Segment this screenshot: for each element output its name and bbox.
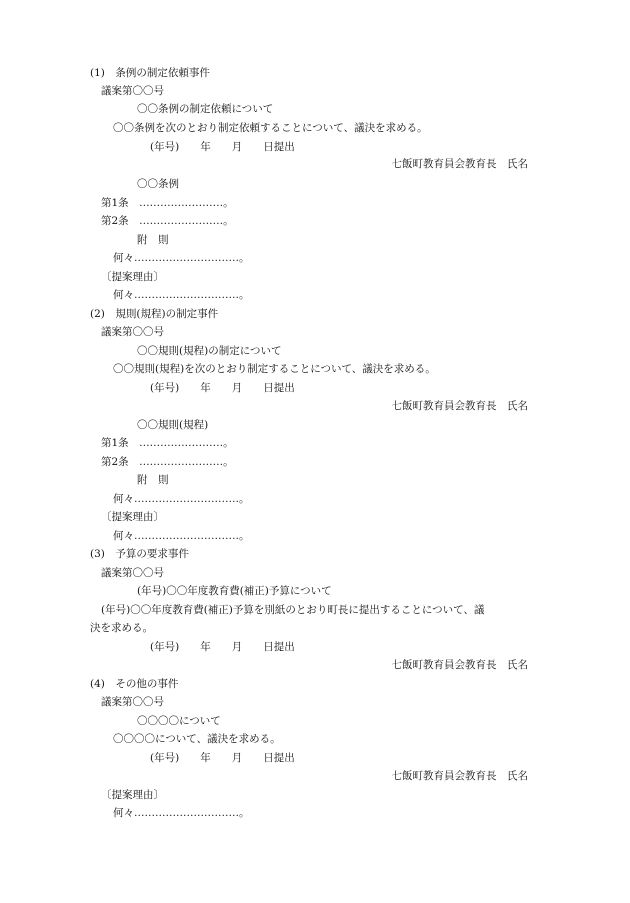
bill-number: 議案第〇〇号 [101,85,164,97]
bill-subject: 〇〇規則(規程)の制定について [137,345,282,357]
draft-title: 〇〇規則(規程) [137,419,209,431]
bill-body: 〇〇〇〇について、議決を求める。 [113,733,281,745]
section-heading: (3) 予算の要求事件 [90,548,189,560]
bill-number: 議案第〇〇号 [101,696,164,708]
supplementary-heading: 附 則 [137,234,169,246]
section-heading: (4) その他の事件 [90,678,179,690]
submission-date: (年号) 年 月 日提出 [150,641,295,653]
bill-body-line-2: 決を求める。 [90,622,153,634]
signatory: 七飯町教育員会教育長 氏名 [391,659,528,671]
submission-date: (年号) 年 月 日提出 [150,752,295,764]
supplementary-text: 何々…………………………。 [113,493,250,505]
signatory: 七飯町教育員会教育長 氏名 [391,158,528,170]
reason-label: 〔提案理由〕 [101,511,164,523]
bill-number: 議案第〇〇号 [101,567,164,579]
bill-number: 議案第〇〇号 [101,326,164,338]
article-1: 第1条 ……………………。 [101,437,234,449]
signatory: 七飯町教育員会教育長 氏名 [391,400,528,412]
submission-date: (年号) 年 月 日提出 [150,141,295,153]
reason-text: 何々…………………………。 [113,289,250,301]
submission-date: (年号) 年 月 日提出 [150,382,295,394]
bill-subject: 〇〇〇〇について [137,715,221,727]
bill-body: 〇〇規則(規程)を次のとおり制定することについて、議決を求める。 [113,363,436,375]
bill-body: 〇〇条例を次のとおり制定依頼することについて、議決を求める。 [113,122,428,134]
supplementary-heading: 附 則 [137,474,169,486]
section-heading: (2) 規則(規程)の制定事件 [90,308,219,320]
draft-title: 〇〇条例 [137,178,179,190]
supplementary-text: 何々…………………………。 [113,252,250,264]
section-heading: (1) 条例の制定依頼事件 [90,67,210,79]
reason-label: 〔提案理由〕 [101,271,164,283]
reason-text: 何々…………………………。 [113,530,250,542]
article-2: 第2条 ……………………。 [101,215,234,227]
article-2: 第2条 ……………………。 [101,456,234,468]
bill-body-line-1: (年号)〇〇年度教育費(補正)予算を別紙のとおり町長に提出することについて、議 [101,604,485,616]
signatory: 七飯町教育員会教育長 氏名 [391,770,528,782]
article-1: 第1条 ……………………。 [101,197,234,209]
reason-label: 〔提案理由〕 [101,789,164,801]
bill-subject: (年号)〇〇年度教育費(補正)予算について [137,585,332,597]
reason-text: 何々…………………………。 [113,807,250,819]
bill-subject: 〇〇条例の制定依頼について [137,103,274,115]
